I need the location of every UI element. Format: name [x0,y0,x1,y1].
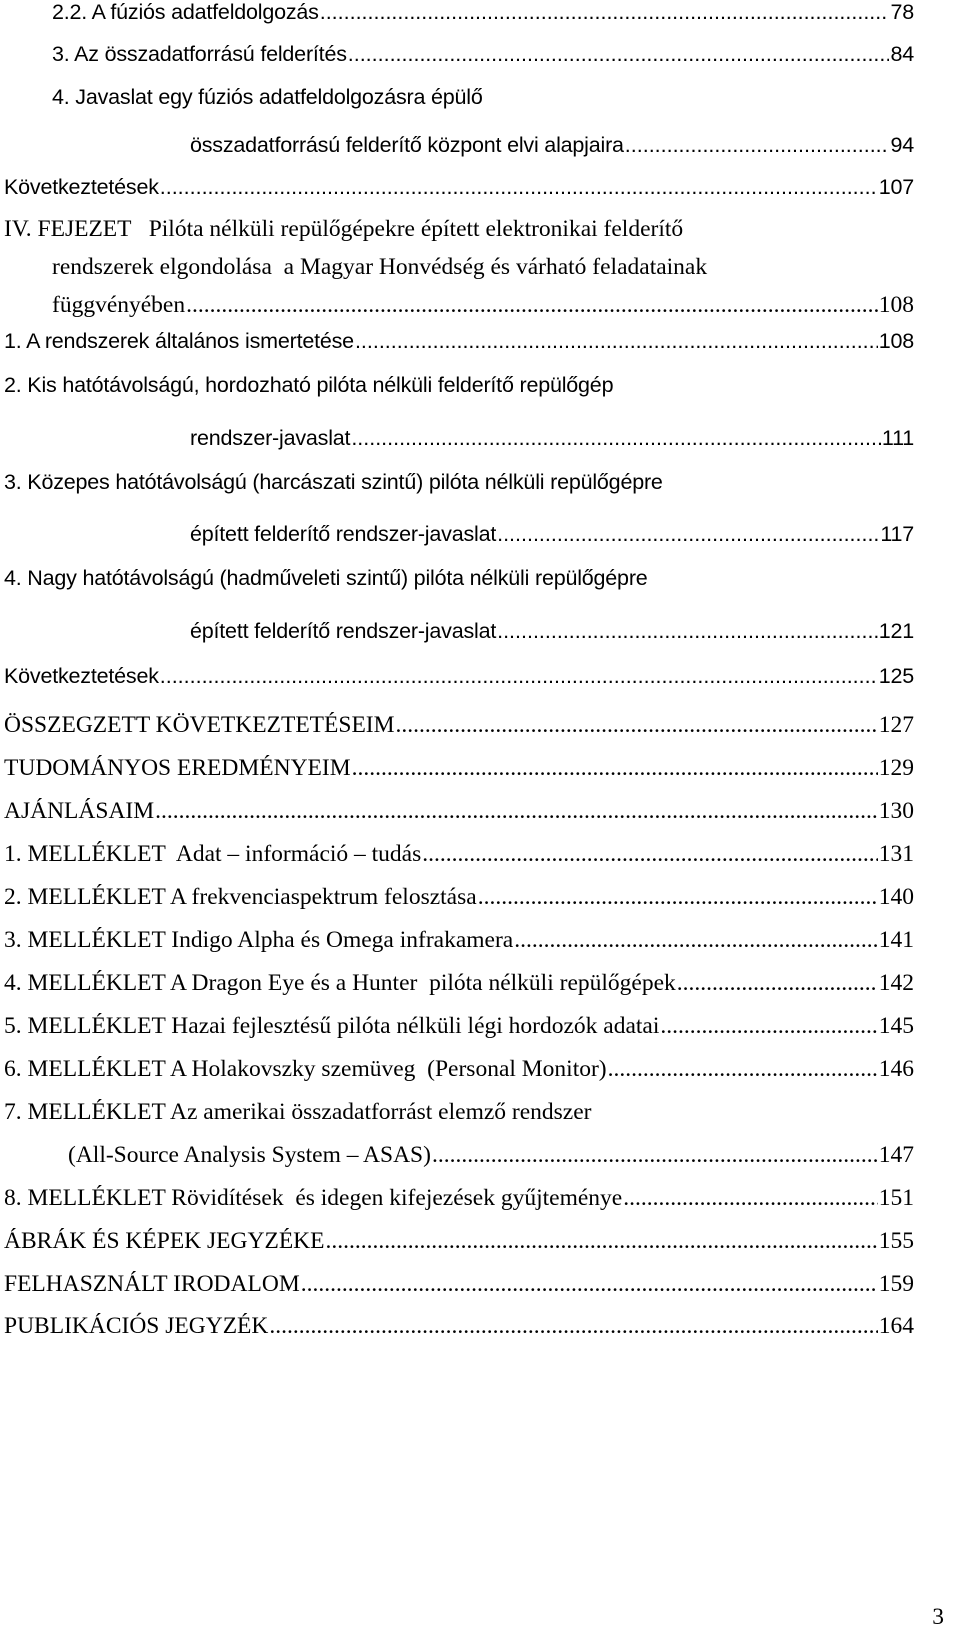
toc-entry-page: 140 [878,884,914,910]
toc-entry-page: 147 [878,1142,914,1168]
toc-entry [0,664,914,700]
dot-leader [352,755,878,782]
toc-entry [0,292,914,328]
toc-entry [0,329,914,365]
toc-entry-page: 155 [878,1228,914,1254]
toc-entry-page: 164 [878,1313,914,1339]
dot-leader [625,133,890,158]
dot-leader [608,1056,878,1083]
toc-entry [0,1271,914,1307]
toc-entry-page: 131 [878,841,914,867]
dot-leader [269,1313,877,1340]
toc-entry-label: 2.2. A fúziós adatfeldolgozás [52,0,319,24]
toc-entry-page: 130 [878,798,914,824]
toc-entry-label: 2. MELLÉKLET A frekvenciaspektrum felosztása [4,884,477,910]
toc-entry-page: 94 [890,133,914,157]
dot-leader [422,841,877,868]
toc-entry-label: (All-Source Analysis System – ASAS) [68,1142,431,1168]
toc-entry-page: 145 [878,1013,914,1039]
dot-leader [497,619,878,644]
dot-leader [326,1228,878,1255]
dot-leader [623,1185,878,1212]
toc-entry-label: 2. Kis hatótávolságú, hordozható pilóta nélküli felderítő repülőgép [4,373,614,397]
toc-entry [0,426,914,462]
toc-entry [0,1099,914,1135]
toc-entry-label: 4. MELLÉKLET A Dragon Eye és a Hunter pilóta nélküli repülőgépek [4,970,676,996]
dot-leader [660,1013,877,1040]
toc-entry-label: 3. MELLÉKLET Indigo Alpha és Omega infrakamera [4,927,514,953]
dot-leader [160,664,878,689]
toc-entry-label: 8. MELLÉKLET Rövidítések és idegen kifejezések gyűjteménye [4,1185,623,1211]
toc-entry [0,970,914,1006]
dot-leader [155,798,878,825]
toc-entry-label: 1. MELLÉKLET Adat – információ – tudás [4,841,422,867]
toc-entry [0,566,914,602]
toc-entry-page: 108 [878,292,914,318]
toc-entry [0,0,914,36]
page-number: 3 [932,1604,944,1630]
toc-entry-label: függvényében [52,292,186,318]
dot-leader [348,42,890,67]
toc-entry-page: 129 [878,755,914,781]
dot-leader [160,175,878,200]
toc-entry-page: 107 [878,175,914,199]
toc-entry [0,884,914,920]
toc-entry-page: 146 [878,1056,914,1082]
toc-entry [0,1313,914,1349]
dot-leader [514,927,878,954]
toc-entry-label: PUBLIKÁCIÓS JEGYZÉK [4,1313,269,1339]
toc-entry-page: 127 [878,712,914,738]
toc-entry-label: összadatforrású felderítő központ elvi alapjaira [190,133,624,157]
toc-entry-label: Következtetések [4,175,159,199]
dot-leader [432,1142,878,1169]
toc-entry-label: 1. A rendszerek általános ismertetése [4,329,354,353]
toc-entry-label: ÖSSZEGZETT KÖVETKEZTETÉSEIM [4,712,395,738]
dot-leader [355,329,878,354]
toc-entry-label: 7. MELLÉKLET Az amerikai összadatforrást elemző rendszer [4,1099,592,1125]
dot-leader [351,426,881,451]
toc-entry-page: 78 [890,0,914,24]
toc-entry-page: 125 [878,664,914,688]
toc-entry-label: 3. Az összadatforrású felderítés [52,42,347,66]
dot-leader [478,884,878,911]
toc-entry [0,470,914,506]
toc-entry [0,1056,914,1092]
dot-leader [497,522,879,547]
toc-entry-page: 121 [878,619,914,643]
toc-entry-label: ÁBRÁK ÉS KÉPEK JEGYZÉKE [4,1228,325,1254]
toc-entry [0,216,914,252]
toc-entry-label: 6. MELLÉKLET A Holakovszky szemüveg (Personal Monitor) [4,1056,607,1082]
toc-entry-page: 117 [880,522,914,546]
toc-entry-label: IV. FEJEZET Pilóta nélküli repülőgépekre épített elektronikai felderítő [4,216,684,242]
toc-entry-label: 4. Nagy hatótávolságú (hadműveleti szintű) pilóta nélküli repülőgépre [4,566,648,590]
toc-entry [0,1228,914,1264]
toc-entry [0,619,914,655]
toc-entry [0,712,914,748]
dot-leader [301,1271,878,1298]
toc-entry-label: FELHASZNÁLT IRODALOM [4,1271,300,1297]
toc-entry [0,42,914,78]
toc-entry-page: 111 [881,426,914,450]
toc-entry-page: 108 [878,329,914,353]
toc-entry-label: AJÁNLÁSAIM [4,798,155,824]
toc-entry [0,373,914,409]
dot-leader [320,0,890,25]
toc-entry-page: 141 [878,927,914,953]
toc-entry [0,133,914,169]
toc-entry-page: 159 [878,1271,914,1297]
toc-entry-label: TUDOMÁNYOS EREDMÉNYEIM [4,755,351,781]
toc-entry-label: 3. Közepes hatótávolságú (harcászati szintű) pilóta nélküli repülőgépre [4,470,663,494]
toc-entry [0,927,914,963]
toc-entry-label: 5. MELLÉKLET Hazai fejlesztésű pilóta nélküli légi hordozók adatai [4,1013,660,1039]
toc-entry-label: rendszer-javaslat [190,426,351,450]
toc-entry [0,254,914,290]
toc-entry-label: rendszerek elgondolása a Magyar Honvédség és várható feladatainak [52,254,708,280]
toc-entry [0,755,914,791]
toc-entry-label: Következtetések [4,664,159,688]
toc-entry [0,85,914,121]
dot-leader [186,292,878,319]
toc-entry [0,1013,914,1049]
toc-entry-page: 142 [878,970,914,996]
toc-entry [0,522,914,558]
toc-entry [0,1185,914,1221]
toc-entry [0,798,914,834]
toc-entry-label: épített felderítő rendszer-javaslat [190,522,497,546]
toc-entry [0,175,914,211]
toc-entry-label: épített felderítő rendszer-javaslat [190,619,497,643]
toc-entry-page: 151 [878,1185,914,1211]
toc-entry [0,841,914,877]
toc-entry [0,1142,914,1178]
toc-entry-label: 4. Javaslat egy fúziós adatfeldolgozásra épülő [52,85,483,109]
toc-entry-page: 84 [890,42,914,66]
dot-leader [677,970,878,997]
dot-leader [396,712,878,739]
